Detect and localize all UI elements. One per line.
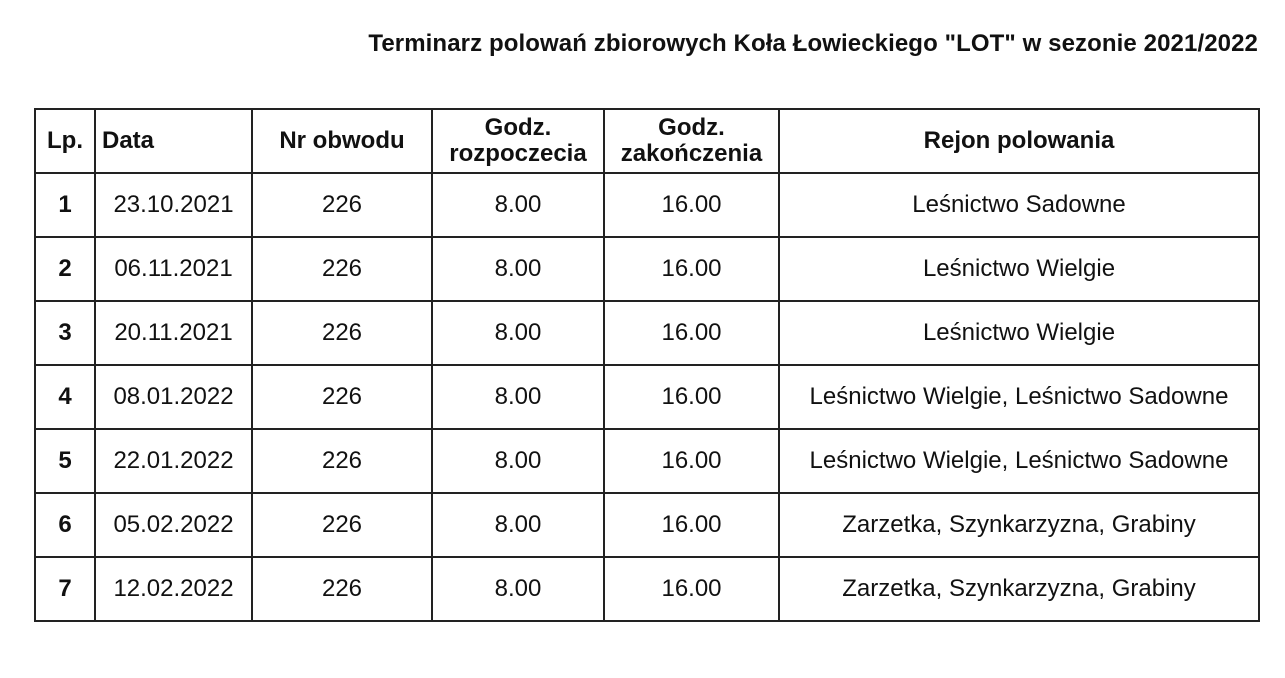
cell-start-time: 8.00	[432, 429, 604, 493]
table-row	[35, 237, 1259, 301]
cell-end-time: 16.00	[604, 493, 779, 557]
table-row	[35, 365, 1259, 429]
cell-end-time: 16.00	[604, 173, 779, 237]
schedule-table	[34, 108, 1260, 622]
table-header-row	[35, 109, 1259, 173]
cell-lp: 5	[35, 429, 95, 493]
header-start-line1: Godz.	[484, 114, 552, 141]
table-row	[35, 173, 1259, 237]
cell-rejon: Zarzetka, Szynkarzyzna, Grabiny	[779, 557, 1259, 621]
table-row	[35, 429, 1259, 493]
cell-rejon: Leśnictwo Wielgie	[779, 237, 1259, 301]
cell-end-time: 16.00	[604, 301, 779, 365]
cell-start-time: 8.00	[432, 365, 604, 429]
cell-lp: 6	[35, 493, 95, 557]
cell-rejon: Leśnictwo Wielgie	[779, 301, 1259, 365]
cell-data: 08.01.2022	[95, 365, 252, 429]
cell-data: 23.10.2021	[95, 173, 252, 237]
cell-start-time: 8.00	[432, 173, 604, 237]
cell-start-time: 8.00	[432, 493, 604, 557]
cell-lp: 7	[35, 557, 95, 621]
table-row	[35, 493, 1259, 557]
cell-data: 20.11.2021	[95, 301, 252, 365]
cell-data: 12.02.2022	[95, 557, 252, 621]
cell-rejon: Zarzetka, Szynkarzyzna, Grabiny	[779, 493, 1259, 557]
cell-end-time: 16.00	[604, 557, 779, 621]
cell-lp: 1	[35, 173, 95, 237]
cell-data: 05.02.2022	[95, 493, 252, 557]
cell-start-time: 8.00	[432, 557, 604, 621]
cell-data: 22.01.2022	[95, 429, 252, 493]
header-start-time	[432, 109, 604, 173]
cell-nr-obwodu: 226	[252, 365, 432, 429]
cell-nr-obwodu: 226	[252, 557, 432, 621]
header-end-time	[604, 109, 779, 173]
cell-nr-obwodu: 226	[252, 493, 432, 557]
cell-nr-obwodu: 226	[252, 237, 432, 301]
header-end-line2: zakończenia	[620, 140, 763, 167]
header-lp: Lp.	[35, 109, 95, 173]
cell-lp: 2	[35, 237, 95, 301]
header-start-line2: rozpoczecia	[449, 140, 587, 167]
header-end-line1: Godz.	[658, 114, 725, 141]
cell-rejon: Leśnictwo Sadowne	[779, 173, 1259, 237]
table-row	[35, 557, 1259, 621]
header-rejon: Rejon polowania	[779, 109, 1259, 173]
cell-data: 06.11.2021	[95, 237, 252, 301]
cell-rejon: Leśnictwo Wielgie, Leśnictwo Sadowne	[779, 429, 1259, 493]
table-row	[35, 301, 1259, 365]
cell-nr-obwodu: 226	[252, 429, 432, 493]
cell-nr-obwodu: 226	[252, 173, 432, 237]
cell-lp: 4	[35, 365, 95, 429]
cell-end-time: 16.00	[604, 365, 779, 429]
cell-end-time: 16.00	[604, 237, 779, 301]
document-title: Terminarz polowań zbiorowych Koła Łowieckiego "LOT" w sezonie 2021/2022	[368, 30, 1258, 57]
cell-lp: 3	[35, 301, 95, 365]
cell-start-time: 8.00	[432, 301, 604, 365]
header-nr-obwodu: Nr obwodu	[252, 109, 432, 173]
cell-start-time: 8.00	[432, 237, 604, 301]
header-data: Data	[95, 109, 252, 173]
cell-end-time: 16.00	[604, 429, 779, 493]
cell-rejon: Leśnictwo Wielgie, Leśnictwo Sadowne	[779, 365, 1259, 429]
cell-nr-obwodu: 226	[252, 301, 432, 365]
